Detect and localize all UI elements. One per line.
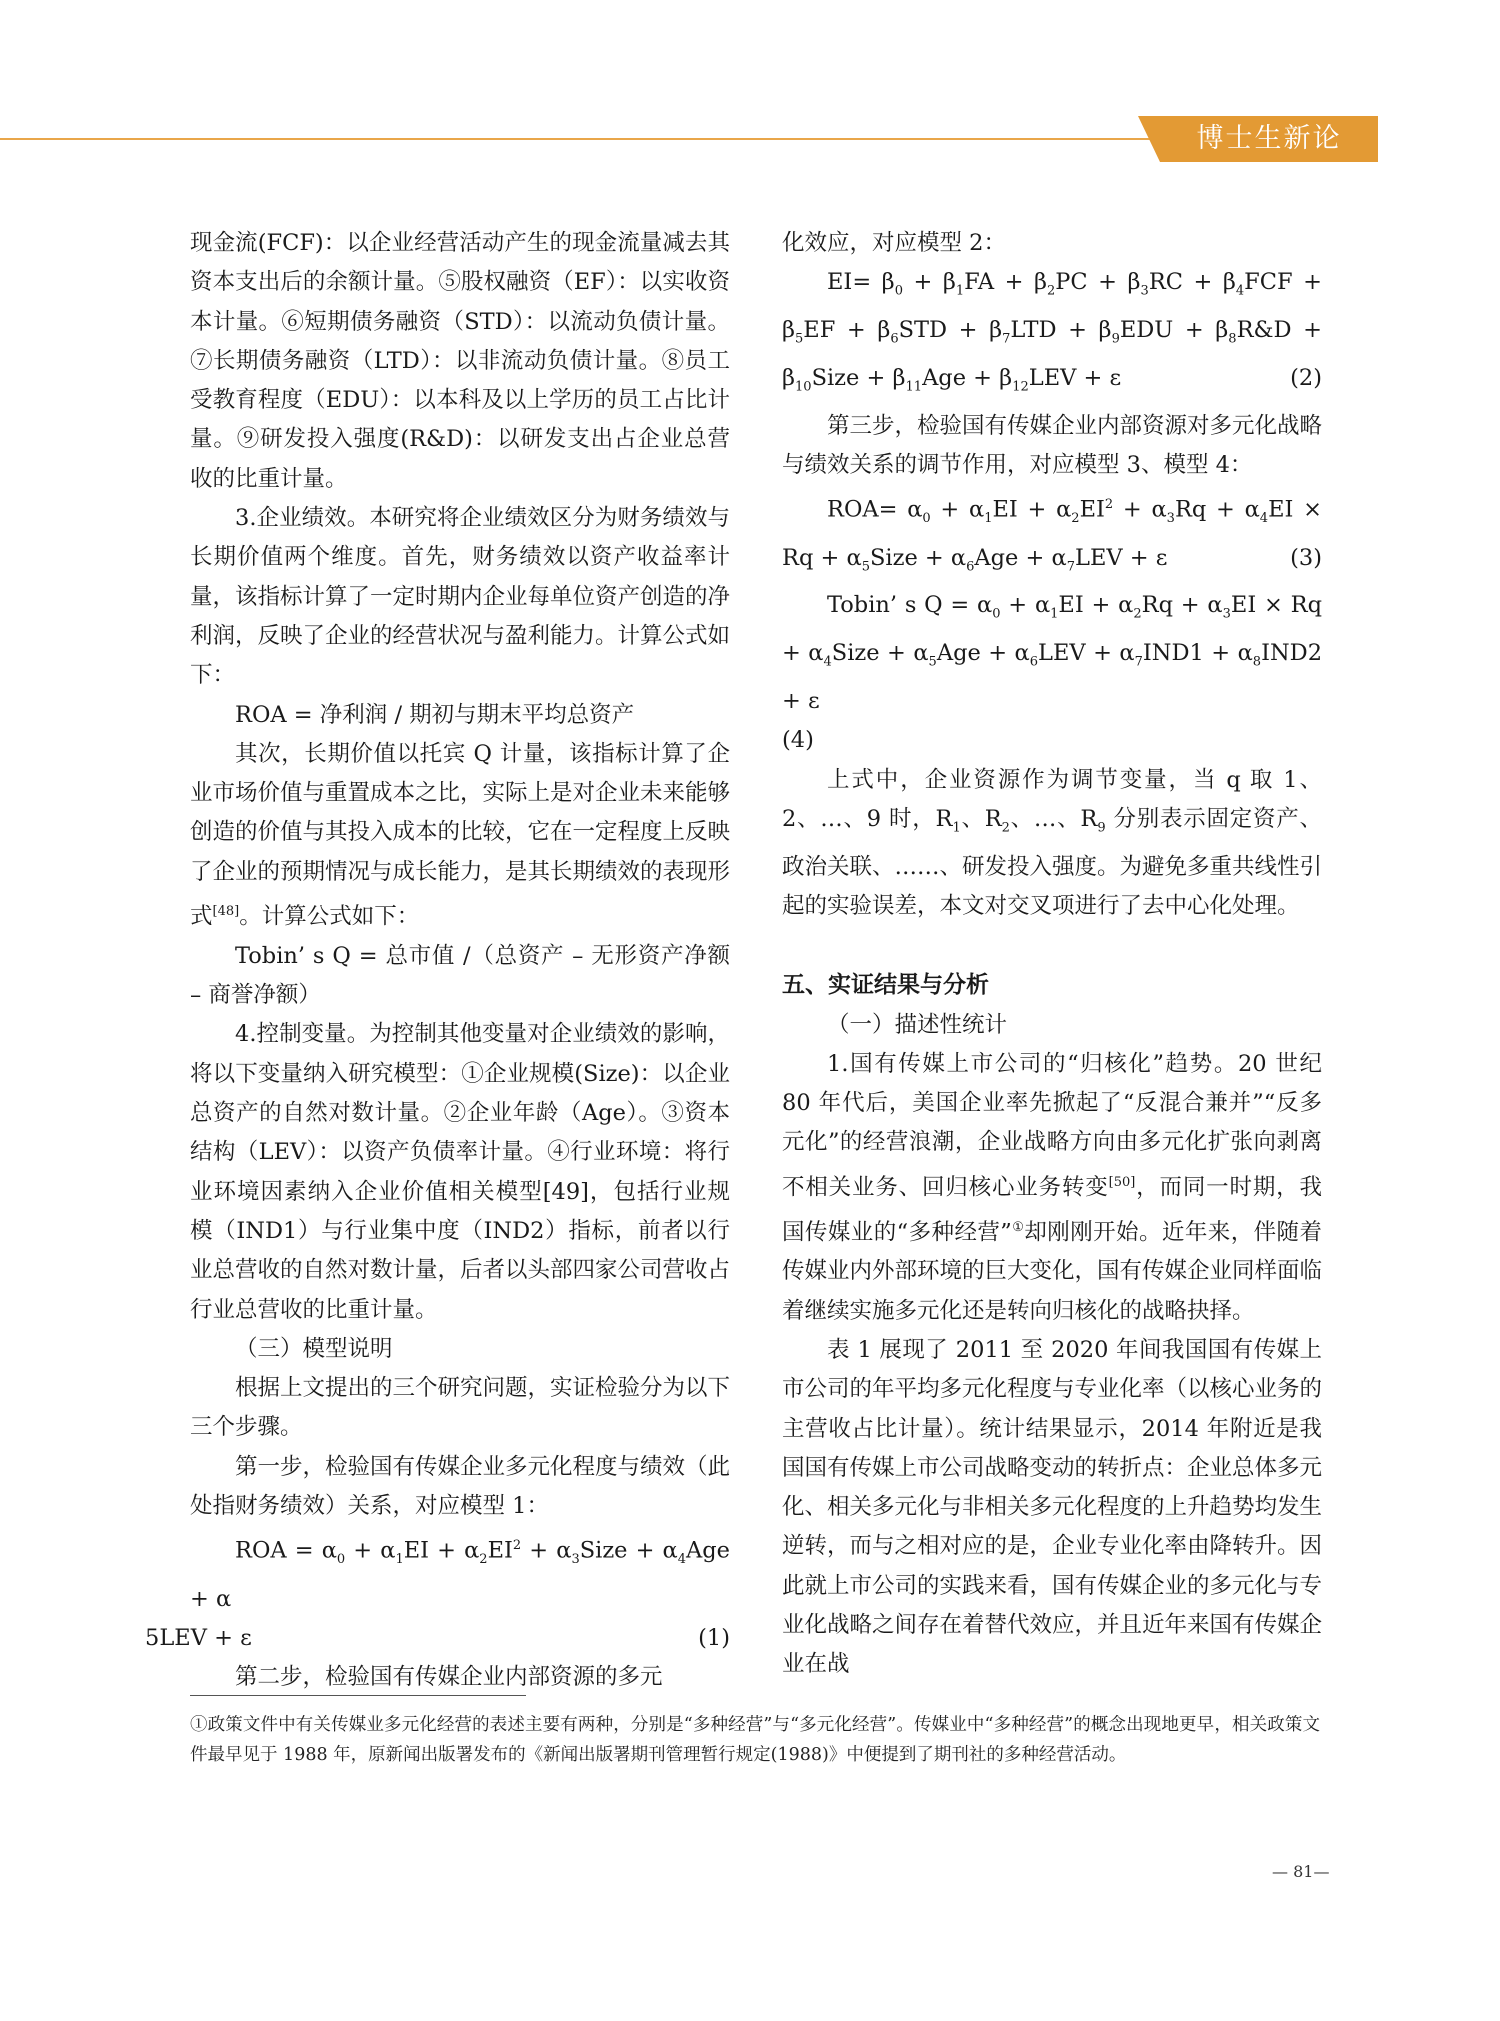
paragraph: 上式中，企业资源作为调节变量，当 q 取 1、2、…、9 时，$R_1$、$R_2$、…、$R_9$ 分别表示固定资产、政治关联、……、研发投入强度。为避免多重共线性引起的实验误差，本文对交叉项进行了去中心化处理。	[782, 766, 1323, 919]
subsection-heading: （三）模型说明	[235, 1335, 393, 1362]
page-number: — 81—	[1272, 1862, 1330, 1881]
equation-number: (4)	[782, 727, 814, 754]
paragraph: 3.企业绩效。本研究将企业绩效区分为财务绩效与长期价值两个维度。首先，财务绩效以资产收益率计量，该指标计算了一定时期内企业每单位资产创造的净利润，反映了企业的经营状况与盈利能力。计算公式如下：	[190, 505, 731, 689]
equation-model-2: $EI= \beta_0 + \beta_1FA + \beta_2PC + \beta_3RC + \beta_4FCF + \beta_5EF + \beta_6STD + \beta_7LTD + \beta_9EDU$ + $\beta_8R\&D$ + $\beta_{10}Size + \beta_{11}Age + \beta_{12}LEV + \varepsilon$ (2)	[782, 263, 1322, 406]
paragraph: 第三步，检验国有传媒企业内部资源对多元化战略与绩效关系的调节作用，对应模型 3、模型 4：	[782, 412, 1323, 478]
equation-number: (3)	[1290, 544, 1322, 571]
section-heading: 五、实证结果与分析	[782, 972, 989, 999]
paragraph: 表 1 展现了 2011 至 2020 年间我国国有传媒上市公司的年平均多元化程度与专业化率（以核心业务的主营收占比计量）。统计结果显示，2014 年附近是我国国有传媒上市公司战略变动的转折点：企业总体多元化、相关多元化与非相关多元化程度的上升趋势均发生逆转，而与之相对应的是，企业专业化率由降转升。因此就上市公司的实践来看，国有传媒企业的多元化与专业化战略之间存在着替代效应，并且近年来国有传媒企业在战	[782, 1336, 1323, 1678]
left-column	[145, 224, 731, 1697]
formula-roa: ROA = 净利润 / 期初与期末平均总资产	[235, 701, 635, 728]
paragraph: 第二步，检验国有传媒企业内部资源的多元	[235, 1664, 663, 1691]
equation-model-4: Tobin’ s $Q = \alpha_0 + \alpha_1EI + \alpha_2Rq + \alpha_3EI \times Rq$ + $\alpha_4Size + \alpha_5Age + \alpha_6LEV + \alpha_7IND1 + \alpha_8IND2 + \varepsilon$	[782, 592, 1323, 714]
paragraph: 第一步，检验国有传媒企业多元化程度与绩效（此处指财务绩效）关系，对应模型 1：	[190, 1453, 731, 1519]
footnote: ①政策文件中有关传媒业多元化经营的表述主要有两种，分别是“多种经营”与“多元化经营”。传媒业中“多种经营”的概念出现地更早，相关政策文件最早见于 1988 年，原新闻出版署发布的《新闻出版署期刊管理暂行规定(1988)》中便提到了期刊社的多种经营活动。	[190, 1715, 1320, 1765]
equation-number: (2)	[1290, 364, 1322, 391]
subsection-heading: （一）描述性统计	[827, 1011, 1008, 1038]
paragraph: 根据上文提出的三个研究问题，实证检验分为以下三个步骤。	[190, 1375, 731, 1441]
paragraph: 现金流(FCF)：以企业经营活动产生的现金流量减去其资本支出后的余额计量。⑤股权融资（EF）：以实收资本计量。⑥短期债务融资（STD）：以流动负债计量。⑦长期债务融资（LTD）：以非流动负债计量。⑧员工受教育程度（EDU）：以本科及以上学历的员工占比计量。⑨研发投入强度(R&D)：以研发支出占企业总营收的比重计量。	[190, 230, 730, 492]
section-tag: 博士生新论	[1160, 116, 1378, 162]
paragraph: 1.国有传媒上市公司的“归核化”趋势。20 世纪 80 年代后，美国企业率先掀起了“反混合兼并”“反多元化”的经营浪潮，企业战略方向由多元化扩张向剥离不相关业务、回归核心业务转变[50]，而同一时期，我国传媒业的“多种经营”①却刚刚开始。近年来，伴随着传媒业内外部环境的巨大变化，国有传媒企业同样面临着继续实施多元化还是转向归核化的战略抉择。	[782, 1050, 1323, 1324]
formula-tobinq: Tobin’ s Q = 总市值 /（总资产 – 无形资产净额 – 商誉净额）	[190, 942, 730, 1009]
footnote-rule	[190, 1695, 526, 1696]
equation-model-3: $ROA= \alpha_0 + \alpha_1EI + \alpha_2EI^2 + \alpha_3Rq + \alpha_4EI \times Rq$ + $\alpha_5Size + \alpha_6Age + \alpha_7LEV + \varepsilon$ (3)	[782, 485, 1322, 586]
paragraph: 其次，长期价值以托宾 Q 计量，该指标计算了企业市场价值与重置成本之比，实际上是对企业未来能够创造的价值与其投入成本的比较，它在一定程度上反映了企业的预期情况与成长能力，是其长期绩效的表现形式[48]。计算公式如下：	[190, 740, 731, 930]
equation-model-1: ROA = $\alpha_0 + \alpha_1EI + \alpha_2EI^2$ + $\alpha_3Size + \alpha_4Age + \alpha$ 5LEV + ε (1)	[190, 1526, 730, 1658]
header-rule	[0, 138, 1160, 140]
paragraph: 化效应，对应模型 2：	[782, 230, 1006, 256]
equation-number: (1)	[698, 1624, 730, 1651]
paragraph: 4.控制变量。为控制其他变量对企业绩效的影响，将以下变量纳入研究模型：①企业规模(Size)：以企业总资产的自然对数计量。②企业年龄（Age）。③资本结构（LEV）：以资产负债率计量。④行业环境：将行业环境因素纳入企业价值相关模型[49]，包括行业规模（IND1）与行业集中度（IND2）指标，前者以行业总营收的自然对数计量，后者以头部四家公司营收占行业总营收的比重计量。	[190, 1021, 731, 1323]
right-column	[782, 224, 1322, 1685]
